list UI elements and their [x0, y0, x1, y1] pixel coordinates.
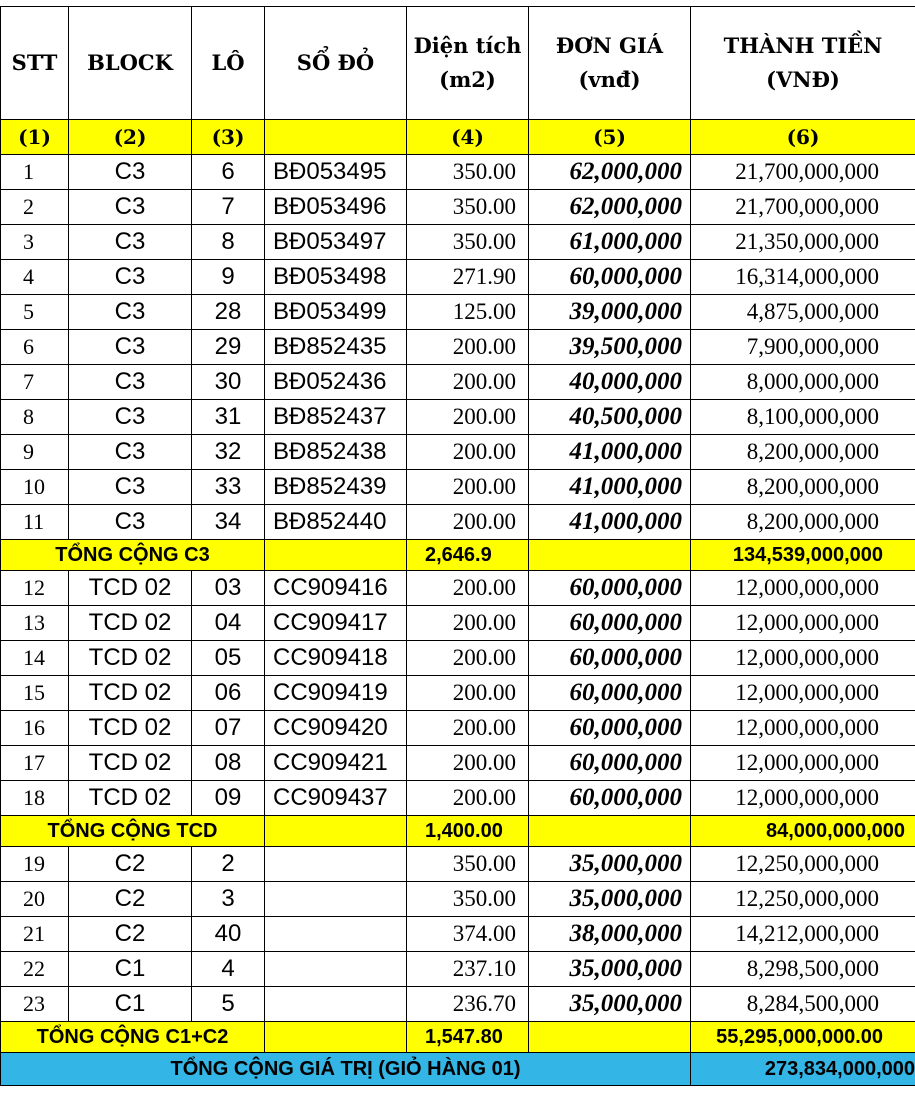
cell-lo: 6: [192, 155, 265, 190]
cell-lo: 5: [192, 987, 265, 1022]
cell-don-gia: 41,000,000: [529, 435, 691, 470]
table-row: [1, 847, 915, 882]
cell-stt: 15: [1, 676, 69, 711]
cell-don-gia: 38,000,000: [529, 917, 691, 952]
group-total-value: 55,295,000,000.00: [691, 1022, 915, 1053]
table-row: [1, 400, 915, 435]
cell-don-gia: 60,000,000: [529, 641, 691, 676]
cell-lo: 05: [192, 641, 265, 676]
table-row: [1, 641, 915, 676]
table-row: [1, 676, 915, 711]
cell-so-do: CC909421: [265, 746, 407, 781]
cell-dien-tich: 350.00: [407, 155, 529, 190]
column-number-row: [1, 120, 915, 155]
table-row: [1, 882, 915, 917]
cell-don-gia: 60,000,000: [529, 781, 691, 816]
cell-block: C3: [69, 505, 192, 540]
empty-cell: [265, 540, 407, 571]
cell-dien-tich: 200.00: [407, 781, 529, 816]
cell-thanh-tien: 16,314,000,000: [691, 260, 915, 295]
cell-stt: 16: [1, 711, 69, 746]
cell-lo: 07: [192, 711, 265, 746]
header-thanh-tien-line2: (VNĐ): [766, 67, 840, 92]
cell-lo: 06: [192, 676, 265, 711]
cell-lo: 28: [192, 295, 265, 330]
cell-don-gia: 60,000,000: [529, 606, 691, 641]
cell-so-do: BĐ053498: [265, 260, 407, 295]
cell-stt: 10: [1, 470, 69, 505]
cell-thanh-tien: 12,250,000,000: [691, 882, 915, 917]
cell-lo: 08: [192, 746, 265, 781]
table-row: [1, 606, 915, 641]
cell-so-do: [265, 987, 407, 1022]
cell-dien-tich: 200.00: [407, 606, 529, 641]
table-row: [1, 571, 915, 606]
cell-block: TCD 02: [69, 676, 192, 711]
cell-thanh-tien: 8,000,000,000: [691, 365, 915, 400]
cell-thanh-tien: 21,700,000,000: [691, 155, 915, 190]
cell-stt: 14: [1, 641, 69, 676]
column-number: (6): [691, 120, 915, 155]
cell-don-gia: 39,000,000: [529, 295, 691, 330]
cell-so-do: BĐ052436: [265, 365, 407, 400]
cell-lo: 34: [192, 505, 265, 540]
price-table: [0, 6, 915, 1086]
header-row: [1, 7, 915, 120]
cell-thanh-tien: 12,000,000,000: [691, 711, 915, 746]
cell-dien-tich: 237.10: [407, 952, 529, 987]
cell-so-do: BĐ852440: [265, 505, 407, 540]
cell-block: C3: [69, 330, 192, 365]
cell-so-do: CC909418: [265, 641, 407, 676]
table-row: [1, 365, 915, 400]
cell-dien-tich: 200.00: [407, 400, 529, 435]
cell-so-do: CC909419: [265, 676, 407, 711]
cell-thanh-tien: 4,875,000,000: [691, 295, 915, 330]
cell-stt: 13: [1, 606, 69, 641]
group-total-label: TỔNG CỘNG TCD: [1, 816, 265, 847]
cell-block: TCD 02: [69, 711, 192, 746]
header-don-gia-line1: ĐƠN GIÁ: [555, 33, 664, 58]
cell-don-gia: 60,000,000: [529, 260, 691, 295]
empty-cell: [265, 1022, 407, 1053]
cell-thanh-tien: 8,284,500,000: [691, 987, 915, 1022]
cell-thanh-tien: 7,900,000,000: [691, 330, 915, 365]
column-number: (3): [192, 120, 265, 155]
cell-stt: 11: [1, 505, 69, 540]
cell-don-gia: 60,000,000: [529, 571, 691, 606]
cell-so-do: BĐ852439: [265, 470, 407, 505]
group-total-row: [1, 540, 915, 571]
cell-lo: 7: [192, 190, 265, 225]
cell-lo: 32: [192, 435, 265, 470]
cell-thanh-tien: 8,200,000,000: [691, 470, 915, 505]
table-row: [1, 711, 915, 746]
cell-dien-tich: 200.00: [407, 330, 529, 365]
cell-block: C3: [69, 260, 192, 295]
cell-block: TCD 02: [69, 781, 192, 816]
cell-so-do: BĐ053496: [265, 190, 407, 225]
cell-lo: 40: [192, 917, 265, 952]
group-total-area: 1,400.00: [407, 816, 529, 847]
cell-so-do: BĐ053497: [265, 225, 407, 260]
cell-thanh-tien: 8,200,000,000: [691, 505, 915, 540]
cell-block: C3: [69, 155, 192, 190]
cell-block: TCD 02: [69, 606, 192, 641]
empty-cell: [529, 816, 691, 847]
cell-thanh-tien: 21,700,000,000: [691, 190, 915, 225]
cell-block: TCD 02: [69, 746, 192, 781]
cell-dien-tich: 125.00: [407, 295, 529, 330]
cell-dien-tich: 200.00: [407, 571, 529, 606]
cell-stt: 4: [1, 260, 69, 295]
cell-thanh-tien: 8,100,000,000: [691, 400, 915, 435]
cell-stt: 12: [1, 571, 69, 606]
table-row: [1, 435, 915, 470]
cell-block: C3: [69, 400, 192, 435]
cell-don-gia: 60,000,000: [529, 711, 691, 746]
cell-thanh-tien: 8,200,000,000: [691, 435, 915, 470]
cell-lo: 03: [192, 571, 265, 606]
cell-so-do: BĐ053499: [265, 295, 407, 330]
cell-stt: 5: [1, 295, 69, 330]
table-row: [1, 225, 915, 260]
cell-thanh-tien: 12,000,000,000: [691, 746, 915, 781]
cell-block: TCD 02: [69, 571, 192, 606]
table-body: [1, 155, 915, 1086]
group-total-row: [1, 1022, 915, 1053]
cell-dien-tich: 374.00: [407, 917, 529, 952]
cell-block: TCD 02: [69, 641, 192, 676]
cell-so-do: BĐ852438: [265, 435, 407, 470]
header-don-gia: [529, 7, 691, 120]
cell-don-gia: 62,000,000: [529, 155, 691, 190]
table-row: [1, 330, 915, 365]
cell-stt: 18: [1, 781, 69, 816]
header-lo: LÔ: [192, 7, 265, 120]
grand-total-row: [1, 1053, 915, 1086]
cell-lo: 2: [192, 847, 265, 882]
grand-total-value: 273,834,000,000: [691, 1053, 915, 1086]
table-row: [1, 746, 915, 781]
cell-so-do: [265, 917, 407, 952]
cell-lo: 3: [192, 882, 265, 917]
cell-lo: 33: [192, 470, 265, 505]
grand-total-label: TỔNG CỘNG GIÁ TRỊ (GIỎ HÀNG 01): [1, 1053, 691, 1086]
cell-lo: 31: [192, 400, 265, 435]
cell-so-do: [265, 847, 407, 882]
cell-block: C2: [69, 882, 192, 917]
cell-don-gia: 35,000,000: [529, 987, 691, 1022]
cell-stt: 23: [1, 987, 69, 1022]
cell-dien-tich: 271.90: [407, 260, 529, 295]
cell-stt: 17: [1, 746, 69, 781]
header-thanh-tien-line1: THÀNH TIỀN: [723, 33, 883, 58]
cell-stt: 3: [1, 225, 69, 260]
cell-don-gia: 41,000,000: [529, 470, 691, 505]
cell-so-do: CC909416: [265, 571, 407, 606]
cell-so-do: CC909417: [265, 606, 407, 641]
group-total-label: TỔNG CỘNG C3: [1, 540, 265, 571]
cell-dien-tich: 200.00: [407, 365, 529, 400]
cell-stt: 9: [1, 435, 69, 470]
cell-so-do: [265, 952, 407, 987]
cell-thanh-tien: 12,000,000,000: [691, 676, 915, 711]
header-dien-tich-line2: (m2): [439, 67, 496, 92]
column-number: (4): [407, 120, 529, 155]
cell-don-gia: 40,000,000: [529, 365, 691, 400]
cell-block: C3: [69, 190, 192, 225]
cell-stt: 22: [1, 952, 69, 987]
cell-so-do: [265, 882, 407, 917]
cell-dien-tich: 200.00: [407, 711, 529, 746]
cell-stt: 1: [1, 155, 69, 190]
cell-don-gia: 62,000,000: [529, 190, 691, 225]
cell-lo: 29: [192, 330, 265, 365]
cell-dien-tich: 350.00: [407, 225, 529, 260]
cell-dien-tich: 200.00: [407, 505, 529, 540]
cell-don-gia: 41,000,000: [529, 505, 691, 540]
cell-thanh-tien: 12,000,000,000: [691, 781, 915, 816]
table-row: [1, 470, 915, 505]
cell-lo: 8: [192, 225, 265, 260]
cell-stt: 19: [1, 847, 69, 882]
cell-dien-tich: 200.00: [407, 435, 529, 470]
cell-dien-tich: 200.00: [407, 470, 529, 505]
cell-don-gia: 61,000,000: [529, 225, 691, 260]
cell-dien-tich: 350.00: [407, 882, 529, 917]
column-number: (2): [69, 120, 192, 155]
cell-block: C2: [69, 917, 192, 952]
cell-lo: 04: [192, 606, 265, 641]
cell-thanh-tien: 12,000,000,000: [691, 571, 915, 606]
cell-so-do: CC909420: [265, 711, 407, 746]
cell-don-gia: 60,000,000: [529, 746, 691, 781]
cell-don-gia: 60,000,000: [529, 676, 691, 711]
header-block: BLOCK: [69, 7, 192, 120]
cell-stt: 20: [1, 882, 69, 917]
cell-stt: 2: [1, 190, 69, 225]
header-don-gia-line2: (vnđ): [578, 67, 641, 92]
cell-thanh-tien: 8,298,500,000: [691, 952, 915, 987]
cell-thanh-tien: 21,350,000,000: [691, 225, 915, 260]
cell-don-gia: 35,000,000: [529, 952, 691, 987]
column-number: (5): [529, 120, 691, 155]
cell-so-do: BĐ852435: [265, 330, 407, 365]
header-thanh-tien: [691, 7, 915, 120]
table-row: [1, 190, 915, 225]
header-stt: STT: [1, 7, 69, 120]
cell-don-gia: 39,500,000: [529, 330, 691, 365]
header-dien-tich: [407, 7, 529, 120]
table-row: [1, 917, 915, 952]
cell-so-do: CC909437: [265, 781, 407, 816]
cell-dien-tich: 236.70: [407, 987, 529, 1022]
cell-block: C3: [69, 470, 192, 505]
group-total-area: 1,547.80: [407, 1022, 529, 1053]
table-row: [1, 155, 915, 190]
cell-stt: 21: [1, 917, 69, 952]
group-total-label: TỔNG CỘNG C1+C2: [1, 1022, 265, 1053]
cell-stt: 6: [1, 330, 69, 365]
cell-block: C2: [69, 847, 192, 882]
empty-cell: [529, 540, 691, 571]
cell-block: C1: [69, 952, 192, 987]
cell-dien-tich: 200.00: [407, 746, 529, 781]
cell-don-gia: 40,500,000: [529, 400, 691, 435]
cell-stt: 8: [1, 400, 69, 435]
cell-lo: 9: [192, 260, 265, 295]
group-total-value: 134,539,000,000: [691, 540, 915, 571]
table-row: [1, 295, 915, 330]
cell-so-do: BĐ852437: [265, 400, 407, 435]
cell-dien-tich: 350.00: [407, 190, 529, 225]
header-so-do: SỔ ĐỎ: [265, 7, 407, 120]
table-row: [1, 505, 915, 540]
cell-dien-tich: 200.00: [407, 641, 529, 676]
table-row: [1, 260, 915, 295]
cell-thanh-tien: 12,250,000,000: [691, 847, 915, 882]
cell-block: C1: [69, 987, 192, 1022]
cell-block: C3: [69, 225, 192, 260]
cell-thanh-tien: 14,212,000,000: [691, 917, 915, 952]
cell-block: C3: [69, 295, 192, 330]
cell-thanh-tien: 12,000,000,000: [691, 641, 915, 676]
table-row: [1, 987, 915, 1022]
group-total-area: 2,646.9: [407, 540, 529, 571]
column-number: [265, 120, 407, 155]
cell-don-gia: 35,000,000: [529, 882, 691, 917]
table-row: [1, 952, 915, 987]
group-total-row: [1, 816, 915, 847]
cell-dien-tich: 200.00: [407, 676, 529, 711]
empty-cell: [265, 816, 407, 847]
cell-lo: 30: [192, 365, 265, 400]
cell-stt: 7: [1, 365, 69, 400]
cell-so-do: BĐ053495: [265, 155, 407, 190]
cell-thanh-tien: 12,000,000,000: [691, 606, 915, 641]
cell-lo: 4: [192, 952, 265, 987]
cell-block: C3: [69, 435, 192, 470]
group-total-value: 84,000,000,000: [691, 816, 915, 847]
column-number: (1): [1, 120, 69, 155]
empty-cell: [529, 1022, 691, 1053]
cell-dien-tich: 350.00: [407, 847, 529, 882]
cell-block: C3: [69, 365, 192, 400]
cell-don-gia: 35,000,000: [529, 847, 691, 882]
header-dien-tich-line1: Diện tích: [413, 33, 522, 58]
table-row: [1, 781, 915, 816]
cell-lo: 09: [192, 781, 265, 816]
